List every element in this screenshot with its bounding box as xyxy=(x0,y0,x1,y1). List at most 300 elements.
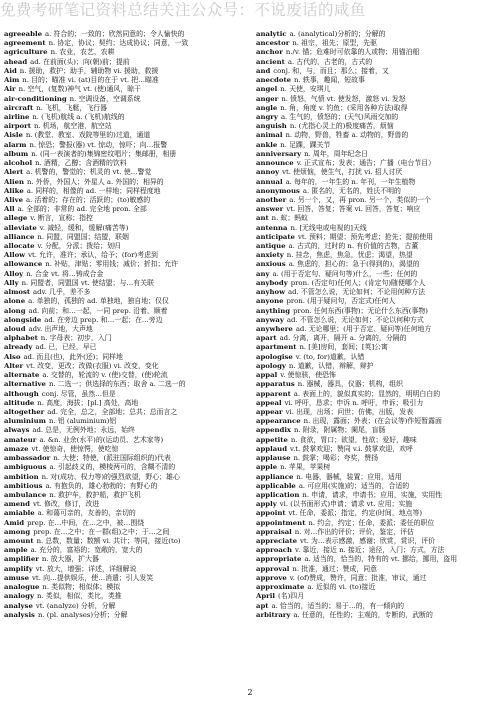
definition: a. &n. 业余(水平)的(运动员、艺术家等) xyxy=(39,435,164,444)
definition: prep. 在…中间，在…之中，被…围绕 xyxy=(27,518,145,527)
headword: agreeable xyxy=(4,30,42,38)
vocab-entry xyxy=(4,546,236,555)
definition: n. 外侨，外国人；外星人 a. 外国的；相异的 xyxy=(26,177,164,186)
headword: alphabet xyxy=(4,334,38,343)
headword: alongside xyxy=(4,315,42,324)
headword: appraisal xyxy=(256,527,292,536)
headword: amateur xyxy=(4,435,37,444)
headword: along xyxy=(4,306,26,315)
vocab-entry xyxy=(256,611,488,620)
definition: vi. 呼吁，恳求；申诉 n. 呼吁，申诉；吸引力 xyxy=(284,398,424,407)
vocab-entry xyxy=(4,334,236,343)
headword: apology xyxy=(256,361,286,370)
headword: among xyxy=(4,527,31,536)
headword: alternate xyxy=(4,371,40,380)
definition: n. 二选一；供选择的东西；取舍 a. 二选一的 xyxy=(48,380,186,389)
definition: n. 大使；特使，(派驻国际组织的)代表 xyxy=(53,454,171,463)
definition: ad. 分离，离开，隔开 a. 分离的，分隔的 xyxy=(279,334,407,343)
vocab-entry xyxy=(256,95,488,104)
vocab-entry xyxy=(256,574,488,583)
definition: a. 符合的；一致的；欣然同意的；令人愉快的 xyxy=(44,30,185,38)
vocab-entry xyxy=(4,48,236,57)
headword: any xyxy=(256,269,270,278)
headword: apply xyxy=(256,500,277,509)
definition: a. 适当的，恰当的，特有的 vt. 挪给，挪用，盗用 xyxy=(304,555,458,564)
definition: v. 分配，分派；拨给；划归 xyxy=(37,242,121,251)
vocab-entry xyxy=(256,113,488,122)
definition: adv. 出声地，大声地 xyxy=(28,325,93,333)
vocab-entry xyxy=(256,546,488,555)
headword: annual xyxy=(256,177,283,186)
vocab-entry xyxy=(4,131,236,140)
definition: vi. (以书面形式)申请；请求 vt. 应用；实施 xyxy=(279,500,413,509)
vocab-entry xyxy=(4,279,236,288)
headword: anyhow xyxy=(256,288,286,297)
vocab-entry xyxy=(4,408,236,417)
headword: airline xyxy=(4,112,30,121)
definition: n. 惊恐；警报(器) vt. 惊动，惊吓；向…报警 xyxy=(29,140,168,149)
headword: antenna xyxy=(256,223,288,232)
headword: analysis xyxy=(4,610,35,619)
vocab-entry xyxy=(4,602,236,611)
vocab-entry xyxy=(4,454,236,463)
vocab-entry xyxy=(4,122,236,131)
definition: ad. 而且(也)，此外(还)；同样地 xyxy=(23,352,123,361)
headword: appear xyxy=(256,407,283,416)
definition: n. 放大器，扩大器 xyxy=(41,555,99,564)
vocab-entry xyxy=(256,233,488,242)
vocab-entry xyxy=(256,592,488,601)
headword: answer xyxy=(256,205,284,214)
headword: ancestor xyxy=(256,39,290,48)
headword: anchor xyxy=(256,48,283,57)
vocab-entry xyxy=(256,454,488,463)
definition: n. 合金 vt. 将…铸成合金 xyxy=(26,269,104,278)
vocab-entry xyxy=(256,399,488,408)
vocab-entry xyxy=(256,159,488,168)
headword: anecdote xyxy=(256,76,292,85)
definition: a. 单独的，孤独的 ad. 单独地，独自地；仅仅 xyxy=(28,297,169,306)
vocab-entry xyxy=(4,159,236,168)
definition: n. 足踝，踝关节 xyxy=(280,140,331,149)
headword: agreement xyxy=(4,39,46,48)
headword: alone xyxy=(4,297,26,306)
vocab-entry xyxy=(4,519,236,528)
definition: pron. (否定句)任何人；(肯定句)随便哪个人 xyxy=(290,278,426,287)
definition: n./v. 锚；危难时可依靠的人或物；用锚泊船 xyxy=(285,48,420,57)
definition: n. 约会，约定；任命，委派；委任的职位 xyxy=(308,518,435,527)
definition: n. 挂念，焦虑，焦急，忧虑；渴望，热望 xyxy=(286,251,413,260)
vocab-entry xyxy=(256,141,488,150)
headword: Alive xyxy=(4,195,23,204)
definition: n. 轶事，趣闻，短故事 xyxy=(294,76,365,85)
definition: v. 减轻，缓和，缓解(痛苦等) xyxy=(39,223,129,232)
definition: v. (to, for)道歉，认错 xyxy=(295,352,365,361)
vocab-entry xyxy=(4,399,236,408)
headword: ambulance xyxy=(4,490,47,499)
definition: n. 蚁；蚂蚁 xyxy=(271,214,309,223)
definition: vt. 向…提供娱乐，使…消遣；引人发笑 xyxy=(32,573,154,582)
definition: a. 和蔼可亲的，友善的，亲切的 xyxy=(37,509,136,518)
headword: allowance xyxy=(4,260,43,269)
headword: allege xyxy=(4,214,28,223)
vocab-entry xyxy=(4,390,236,399)
vocab-entry xyxy=(256,67,488,76)
definition: a. 近似的 vi. (to)接近 xyxy=(307,583,376,592)
headword: always xyxy=(4,426,30,435)
headword: air-conditioning xyxy=(4,94,67,103)
headword: ahead xyxy=(4,57,28,66)
vocab-entry xyxy=(256,463,488,472)
headword: anguish xyxy=(256,122,287,131)
definition: a. 恰当的，适当的；易于…的，有一倾向的 xyxy=(271,601,404,610)
headword: analyse xyxy=(4,601,33,610)
definition: ad. 完全，总之，全部地；总共；总而言之 xyxy=(47,407,178,416)
headword: ankle xyxy=(256,140,278,149)
headword: Aid xyxy=(4,66,17,75)
headword: approximate xyxy=(256,583,305,592)
definition: n. 高度，海拔；[pl.] 高处，高地 xyxy=(37,398,139,407)
headword: aloud xyxy=(4,325,26,333)
headword: amount xyxy=(4,537,34,546)
headword: alcohol xyxy=(4,159,33,168)
definition: a. 任意的，任性的；主观的，专断的，武断的 xyxy=(293,610,433,619)
headword: Allow xyxy=(4,251,26,260)
vocab-entry xyxy=(256,426,488,435)
headword: alliance xyxy=(4,232,35,241)
vocab-entry xyxy=(256,500,488,509)
vocab-entry xyxy=(256,297,488,306)
vocab-entry xyxy=(4,343,236,352)
definition: conj. 尽管，虽然…但是 xyxy=(41,389,116,398)
definition: n. 空调设备，空调系统 xyxy=(69,94,141,103)
headword: amiable xyxy=(4,509,35,518)
definition: v. (of)赞成，赞许，同意；批准，审议，通过 xyxy=(289,573,427,582)
definition: a. 活着的；存在的；活跃的；(to)敏感的 xyxy=(25,195,151,204)
vocab-entry xyxy=(4,58,236,67)
headword: arbitrary xyxy=(256,610,291,619)
definition: n. 空气，(复数)神气 vt. (使)通风，晾干 xyxy=(18,85,141,94)
definition: a. 有抱负的，雄心勃勃的；有野心的 xyxy=(45,481,158,490)
definition: n. 机场，航空港，航空站 xyxy=(33,122,112,131)
definition: vt. 改变，更改；改做(衣服) vi. 改变，变化 xyxy=(26,361,159,370)
vocab-entry xyxy=(4,583,236,592)
headword: Alien xyxy=(4,177,24,186)
vocab-entry xyxy=(256,316,488,325)
vocab-entry xyxy=(256,473,488,482)
headword: appropriate xyxy=(256,555,302,564)
definition: vt. (analyze) 分析，分解 xyxy=(35,601,116,610)
definition: v. 正式宣布；发表；通告；广播（电台节目） xyxy=(296,159,436,168)
definition: a. 机警的，警觉的；机灵的 vt. 使…警觉 xyxy=(26,168,152,177)
definition: a. 古式的，过时的 n. 有价值的古物，古董 xyxy=(288,242,419,251)
headword: alarm xyxy=(4,140,27,149)
headword: Alloy xyxy=(4,269,24,278)
headword: ant xyxy=(256,214,269,223)
headword: airport xyxy=(4,122,31,131)
vocab-entry xyxy=(4,196,236,205)
vocab-entry xyxy=(256,196,488,205)
headword: anger xyxy=(256,94,279,103)
vocab-entry xyxy=(256,214,488,223)
headword: Ally xyxy=(4,278,19,287)
vocab-entry xyxy=(4,353,236,362)
vocab-entry xyxy=(256,260,488,269)
headword: analogy xyxy=(4,592,34,601)
vocab-entry xyxy=(4,509,236,518)
headword: announce xyxy=(256,159,294,168)
definition: ad. 已，已经，早已 xyxy=(35,343,97,352)
vocab-entry xyxy=(256,187,488,196)
headword: appal xyxy=(256,371,278,380)
definition: vt. 任命，委派；指定，约定(时间，地点等) xyxy=(288,509,423,518)
definition: n. 救护车，救护船，救护飞机 xyxy=(49,490,141,499)
definition: n. 申请，请求，申请书；应用，实施，实用性 xyxy=(302,490,443,499)
definition: n. 援助，救护；助手，辅助物 vi. 援助，救援 xyxy=(19,66,159,75)
vocab-entry xyxy=(4,473,236,482)
vocab-entry xyxy=(256,205,488,214)
headword: Alert xyxy=(4,168,24,177)
vocab-entry xyxy=(256,242,488,251)
definition: a. 引起歧义的，模棱两可的，含糊不清的 xyxy=(49,463,176,472)
vocab-entry xyxy=(4,307,236,316)
definition: n. 同盟者，同盟国 vt. 使结盟；与…有关联 xyxy=(21,278,154,287)
definition: a. 古代的，古老的，古式的 xyxy=(287,57,373,66)
definition: n. 铝 (aluminium)铝 xyxy=(48,417,117,426)
page-number: 2 xyxy=(247,688,253,697)
definition: vt. 修改，修订，改进 xyxy=(32,500,100,509)
definition: n. 补贴，津贴；零用钱；减价；折扣；允许 xyxy=(45,260,179,269)
definition: ad. 总是，无例外地；永远，始终 xyxy=(32,426,135,435)
headword: ancient xyxy=(256,57,285,66)
vocab-entry xyxy=(4,85,236,94)
definition: n. (教堂、教室、戏院等里的)过道，通道 xyxy=(25,131,151,140)
headword: alternative xyxy=(4,380,46,389)
definition: ad. 无论哪里；(用于否定、疑问等)任何地方 xyxy=(295,325,432,333)
vocab-entry xyxy=(256,325,488,334)
vocab-entry xyxy=(4,150,236,159)
headword: Amid xyxy=(4,518,25,527)
vocab-entry xyxy=(4,39,236,48)
right-column xyxy=(256,30,488,678)
headword: Aisle xyxy=(4,131,23,140)
headword: Alter xyxy=(4,361,24,370)
headword: ambitious xyxy=(4,481,43,490)
vocab-entry xyxy=(256,353,488,362)
vocab-entry xyxy=(256,509,488,518)
definition: n. 农业，农艺，农耕 xyxy=(50,48,115,57)
definition: n. 附录，附属物；阑尾，盲肠 xyxy=(294,426,386,435)
vocab-entry xyxy=(256,519,488,528)
vocab-entry xyxy=(256,482,488,491)
headword: ambiguous xyxy=(4,463,47,472)
definition: v. 使惊骇，使恐怖 xyxy=(280,371,336,380)
headword: ample xyxy=(4,546,28,555)
headword: appendix xyxy=(256,426,292,435)
vocab-entry xyxy=(256,583,488,592)
vocab-entry xyxy=(256,122,488,131)
headword: applause xyxy=(256,454,291,463)
headword: appeal xyxy=(256,398,282,407)
vocab-entry xyxy=(256,362,488,371)
definition: pron. (用于疑问句，否定式)任何人 xyxy=(286,297,396,306)
vocab-entry xyxy=(256,150,488,159)
definition: a. 可应用(实施)的；适当的，合适的 xyxy=(298,481,410,490)
definition: n. [无线电或电视的]天线 xyxy=(290,223,367,232)
vocab-entry xyxy=(256,555,488,564)
definition: n. 对…作出的评价；评价，鉴定，评估 xyxy=(294,527,414,536)
vocab-entry xyxy=(256,270,488,279)
vocab-entry xyxy=(256,491,488,500)
definition: adv. 几乎，差不多 xyxy=(33,288,91,297)
headword: animal xyxy=(256,131,283,140)
headword: and xyxy=(256,66,271,75)
definition: a. (analytical)分析的；分解的 xyxy=(289,30,386,38)
definition: n. 批准，通过；赞成，同意 xyxy=(292,564,378,573)
headword: amplify xyxy=(4,564,33,573)
headword: appliance xyxy=(256,472,294,481)
vocab-entry xyxy=(256,104,488,113)
vocab-entry xyxy=(4,555,236,564)
definition: n. (飞机)航线 a. (飞机)航线的 xyxy=(32,112,125,121)
definition: n. (pl. analyses)分析；分解 xyxy=(37,610,128,619)
headword: apologise xyxy=(256,352,293,361)
definition: n. 飞机，飞艇，飞行器 xyxy=(36,103,107,112)
vocab-entry xyxy=(256,224,488,233)
vocab-entry xyxy=(4,362,236,371)
definition: n. 祖宗，祖先；原型，先驱 xyxy=(292,39,377,48)
vocab-entry xyxy=(256,76,488,85)
headword: anticipate xyxy=(256,232,295,241)
headword: anywhere xyxy=(256,325,293,333)
headword: analytic xyxy=(256,30,287,38)
vocab-entry xyxy=(4,178,236,187)
headword: All xyxy=(4,205,15,214)
definition: n. 协定，协议；契约；达成协议；同意，一致 xyxy=(48,39,189,48)
vocab-entry xyxy=(4,141,236,150)
definition: conj. 和，与，而且；那么；接着，又 xyxy=(273,66,389,75)
definition: a. 另一个，又，再 pron. 另一个，类似的一个 xyxy=(289,195,431,204)
vocab-entry xyxy=(4,242,236,251)
vocab-entry xyxy=(4,500,236,509)
vocab-entry xyxy=(4,224,236,233)
headword: angel xyxy=(256,85,278,94)
vocab-entry xyxy=(4,260,236,269)
headword: appoint xyxy=(256,509,286,518)
headword: anxiety xyxy=(256,251,284,260)
vocab-entry xyxy=(4,113,236,122)
definition: n. 食欲，胃口；欲望，性欲；爱好，趣味 xyxy=(290,435,417,444)
definition: a. 表面上的，貌似真实的；显然的，明明白白的 xyxy=(293,389,441,398)
vocab-entry xyxy=(4,95,236,104)
definition: a. 交替的，轮流的 v. (使)交替，(使)轮流 xyxy=(42,371,168,380)
definition: n. 类似，相似，类比，类推 xyxy=(36,592,122,601)
vocab-entry xyxy=(256,390,488,399)
definition: n. 苹果，苹果树 xyxy=(280,463,331,472)
vocab-entry xyxy=(256,408,488,417)
headword: ambassador xyxy=(4,454,51,463)
headword: amend xyxy=(4,500,30,509)
vocab-entry xyxy=(4,251,236,260)
vocab-entry xyxy=(256,58,488,67)
vocab-entry xyxy=(256,30,488,39)
headword: approach xyxy=(256,546,292,555)
definition: a. 每年的，一年生的 n. 年刊，一年生植物 xyxy=(285,177,416,186)
headword: apt xyxy=(256,601,269,610)
definition: n. 对(成功、权力等)的强烈欲望，野心；雄心 xyxy=(41,472,180,481)
vocab-entry xyxy=(4,436,236,445)
headword: anybody xyxy=(256,278,288,287)
definition: n. 出现，露面；外表；(在会议等)作短暂露面 xyxy=(303,417,442,426)
headword: album xyxy=(4,149,29,158)
headword: apparatus xyxy=(256,380,295,389)
headword: Air xyxy=(4,85,16,94)
vocab-entry xyxy=(4,417,236,426)
headword: aircraft xyxy=(4,103,34,112)
vocab-entry xyxy=(4,297,236,306)
vocab-entry xyxy=(4,537,236,546)
definition: a. 生气的，愤怒的；(天气)风雨交加的 xyxy=(280,112,399,121)
vocab-entry xyxy=(256,279,488,288)
definition: n. 道歉，认错，辩解，辩护 xyxy=(288,361,374,370)
headword: apart xyxy=(256,334,277,343)
headword: amaze xyxy=(4,444,29,453)
vocab-entry xyxy=(256,436,488,445)
vocab-entry xyxy=(256,334,488,343)
vocab-entry xyxy=(256,417,488,426)
vocab-entry xyxy=(256,528,488,537)
vocab-entry xyxy=(4,592,236,601)
headword: alleviate xyxy=(4,223,37,232)
definition: v.t. 鼓掌欢迎；赞同 v.i. 鼓掌欢迎，欢呼 xyxy=(290,444,413,453)
definition: a. (用于否定句、疑问句等)什么，一些；任何的 xyxy=(272,269,418,278)
vocab-entry xyxy=(4,574,236,583)
vocab-entry xyxy=(4,316,236,325)
definition: a. 充分的，富裕的；宽敞的，宽大的 xyxy=(30,546,143,555)
definition: a. 同样的，相像的 ad. 一样地；同样程度地 xyxy=(26,186,161,195)
definition: n. 酒精，乙醇；含酒精的饮料 xyxy=(35,159,127,168)
headword: April xyxy=(256,592,276,601)
left-column xyxy=(4,30,236,678)
headword: approval xyxy=(256,564,290,573)
vocab-entry xyxy=(256,307,488,316)
vocab-entry xyxy=(256,48,488,57)
headword: almost xyxy=(4,288,31,297)
vocab-entry xyxy=(4,371,236,380)
vocab-entry xyxy=(4,30,236,39)
vocab-entry xyxy=(256,602,488,611)
vocab-entry xyxy=(4,67,236,76)
headword: allocate xyxy=(4,242,35,251)
definition: vt. 为…表示感激，感谢；欣赏，赏识，评价 xyxy=(299,537,436,546)
headword: Also xyxy=(4,352,21,361)
definition: n. 愤怒，气愤 vt. 使发怒，激怒 vi. 发怒 xyxy=(281,94,406,103)
definition: a. 匿名的，无名的，姓氏不明的 xyxy=(302,186,401,195)
definition: n. 目的；瞄准 vi. (at)目的在于 vt. 把…瞄准 xyxy=(22,76,159,85)
definition: ad. 向前；和…一起，一同 prep. 沿着，顺着 xyxy=(28,306,168,315)
headword: anxious xyxy=(256,260,286,269)
headword: aluminium xyxy=(4,417,46,426)
definition: ad. 不管怎么说，无论如何；不论以何种方式 xyxy=(286,315,424,324)
vocab-entry xyxy=(4,270,236,279)
definition: vt. 使烦恼，使生气，打扰 vi. 招人讨厌 xyxy=(282,168,403,177)
headword: apparent xyxy=(256,389,291,398)
vocab-entry xyxy=(4,491,236,500)
headword: altitude xyxy=(4,398,35,407)
vocab-entry xyxy=(4,288,236,297)
definition: n. 总数，数量；数额 vi. 共计；等同，接近(to) xyxy=(36,537,181,546)
vocab-entry xyxy=(256,343,488,352)
